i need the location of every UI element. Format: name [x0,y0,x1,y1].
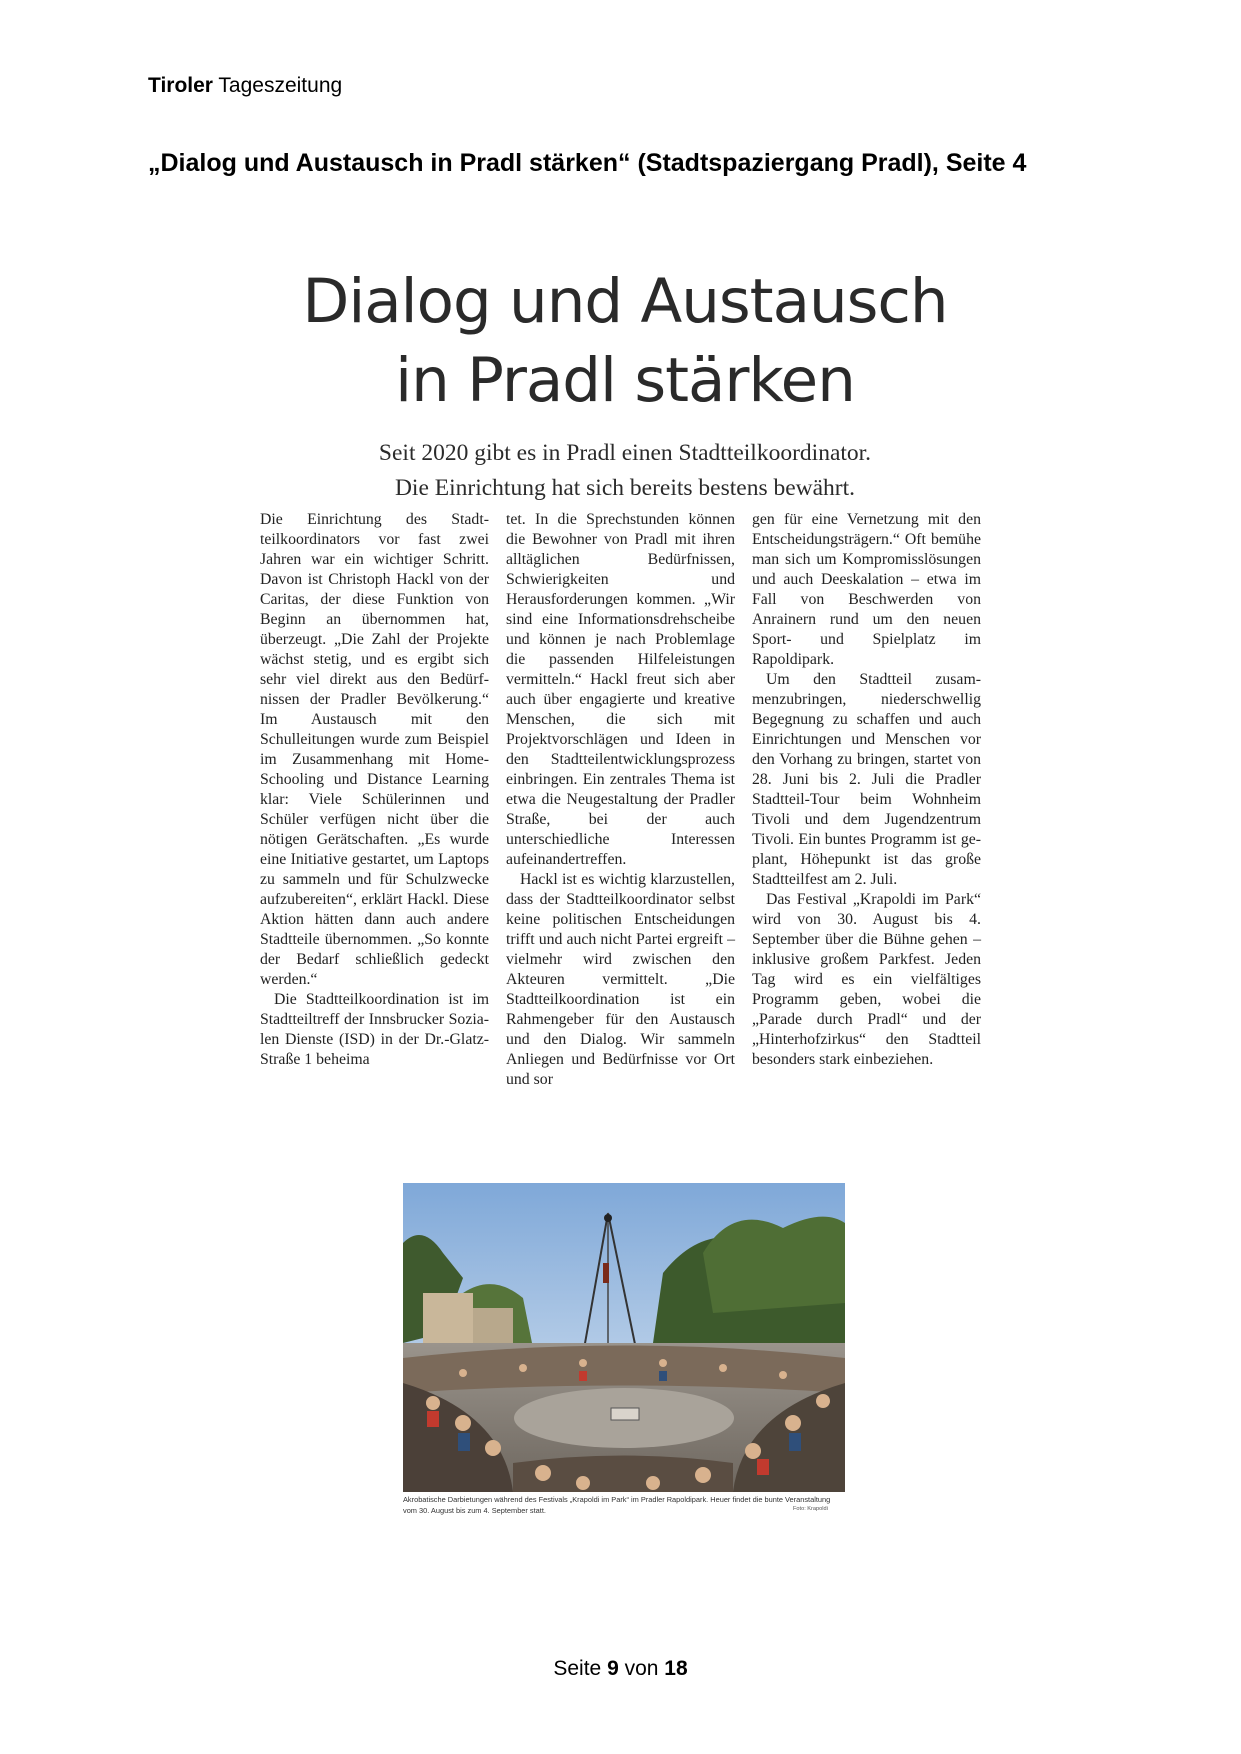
publication-name-rest: Tageszeitung [212,74,343,97]
paragraph: Hackl ist es wichtig klarzustellen, dass der Stadtteilkoordinator selbst keine politischen Entscheidungen trifft und auch nicht Partei ergreift – vielmehr wird zwischen den Akteuren vermittelt. „Die Stadtteilkoordination ist ein Rahmengeber für den Austausch und den Dialog. Wir sammeln Anliegen und Bedürfnisse vor Ort und sor [506,871,735,1088]
paragraph: tet. In die Sprechstunden können die Bewohner von Pradl mit ihren alltäglichen Bedürfnissen, Schwierigkeiten und Herausforderungen kommen. „Wir sind eine Informationsdrehscheibe und können je nach Problemlage die passenden Hilfeleistungen vermitteln.“ Hackl freut sich aber auch über engagierte und kreative Menschen, die sich mit Projektvorschlägen und Ideen in den Stadtteilentwicklungsprozess einbringen. Ein zentrales Thema ist etwa die Neugestaltung der Pradler Straße, bei der auch unterschiedliche Interessen aufeinandertreffen. [506,511,735,868]
page-label: Seite [553,1657,608,1680]
paragraph: Um den Stadtteil zusammenzubringen, niederschwellig Begegnung zu schaffen und auch Einrichtungen und Menschen vor den Vorhang zu bringen, startet von 28. Juni bis 2. Juli die Pradler Stadtteil-Tour beim Wohnheim Tivoli und dem Jugendzentrum Tivoli. Ein buntes Programm ist geplant, Höhepunkt ist das große Stadtteilfest am 2. Juli. [752,671,981,888]
headline-line-1: Dialog und Austausch [302,266,948,337]
article-photo [403,1183,845,1492]
article-subheadline [255,436,995,506]
article-clipping [255,262,995,506]
article-column-2 [506,510,735,1090]
subheadline-line-2: Die Einrichtung hat sich bereits bestens bewährt. [394,475,856,501]
article-body [260,510,982,1090]
publication-name-bold: Tiroler [148,74,213,97]
paragraph: gen für eine Vernetzung mit den Entscheidungsträgern.“ Oft bemühe man sich um Kompromisslösungen und auch Deeskalation – etwa im Fall von Beschwerden von Anrainern rund um den neuen Sport- und Spielplatz im Rapoldipark. [752,511,981,668]
photo-caption: Akrobatische Darbietungen während des Festivals „Krapoldi im Park“ im Pradler Rapoldipark. Heuer findet die bunte Veranstaltung vom 30. August bis zum 4. September statt. [403,1495,831,1515]
paragraph: Die Stadtteilkoordination ist im Stadtteiltreff der Innsbrucker Sozialen Dienste (ISD) in der Dr.-Glatz-Straße 1 beheima [260,991,489,1068]
article-headline [255,262,995,420]
total-pages-number: 18 [664,1657,688,1680]
festival-photo-illustration [403,1183,845,1492]
article-column-1 [260,510,489,1090]
subheadline-line-1: Seit 2020 gibt es in Pradl einen Stadtteilkoordinator. [378,440,872,466]
paragraph: Die Einrichtung des Stadtteilkoordinators vor fast zwei Jahren war ein wichtiger Schritt. Davon ist Christoph Hackl von der Caritas, der diese Funktion von Beginn an übernommen hat, überzeugt. „Die Zahl der Projekte wächst stetig, und es ergibt sich sehr viel direkt aus den Bedürfnissen der Pradler Bevölkerung.“ Im Austausch mit den Schulleitungen wurde zum Beispiel im Zusammenhang mit Home-Schooling und Distance Learning klar: Viele Schülerinnen und Schüler verfügen nicht über die nötigen Gerätschaften. „Es wurde eine Initiative gestartet, um Laptops zu sammeln und für Schulzwecke aufzubereiten“, erklärt Hackl. Diese Aktion hätten dann auch andere Stadtteile übernommen. „So konnte der Bedarf schließlich gedeckt werden.“ [260,511,489,988]
page-footer [0,1657,1241,1681]
article-column-3 [752,510,981,1090]
publication-header [148,74,342,98]
photo-credit: Foto: Krapoldi [793,1506,828,1512]
headline-line-2: in Pradl stärken [395,345,855,416]
current-page-number: 9 [607,1657,619,1680]
page-of-label: von [618,1657,665,1680]
paragraph: Das Festival „Krapoldi im Park“ wird von 30. August bis 4. September über die Bühne gehen – inklusive großem Parkfest. Jeden Tag wird es ein vielfältiges Programm geben, wobei die „Parade durch Pradl“ und der „Hinterhofzirkus“ den Stadtteil besonders stark einbeziehen. [752,891,981,1068]
document-title: „Dialog und Austausch in Pradl stärken“ (Stadtspaziergang Pradl), Seite 4 [148,149,1027,177]
